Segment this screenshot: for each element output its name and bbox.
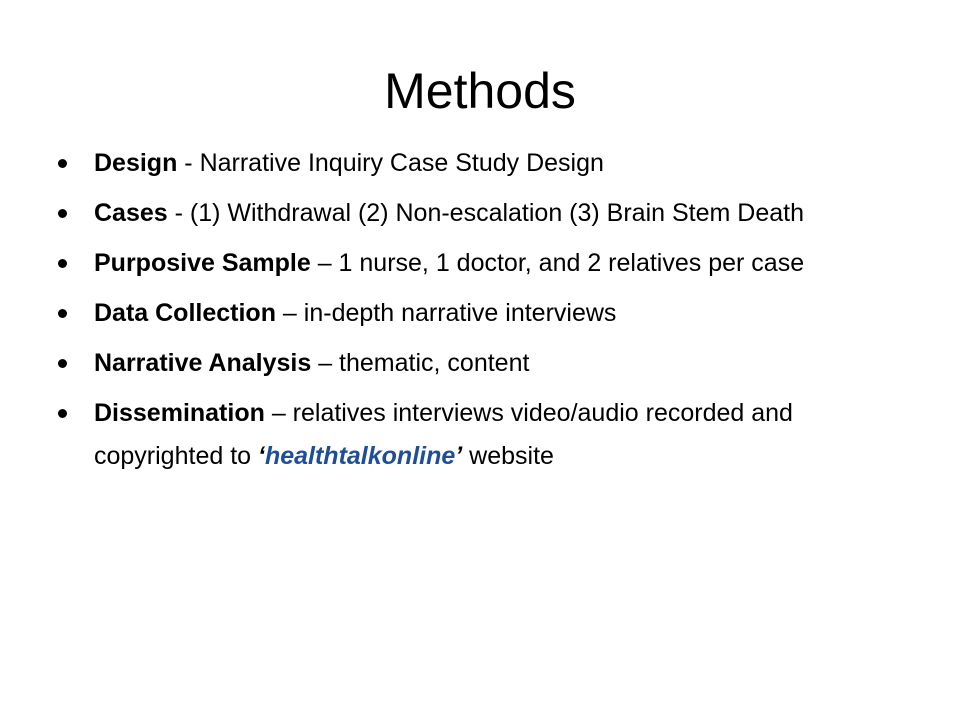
- slide-title: Methods: [384, 63, 576, 119]
- bullet-lead: Dissemination: [94, 399, 265, 427]
- bullet-dot-icon: [58, 409, 67, 418]
- bullet-list: [58, 142, 858, 478]
- bullet-dot-icon: [58, 209, 67, 218]
- bullet-text: - Narrative Inquiry Case Study Design: [177, 149, 604, 177]
- bullet-lead: Purposive Sample: [94, 249, 311, 277]
- bullet-lead: Data Collection: [94, 299, 276, 327]
- bullet-tail-text: website: [462, 442, 554, 470]
- bullet-dot-icon: [58, 309, 67, 318]
- bullet-lead: Narrative Analysis: [94, 349, 312, 377]
- bullet-dot-icon: [58, 159, 67, 168]
- bullet-text: – 1 nurse, 1 doctor, and 2 relatives per case: [310, 249, 805, 277]
- bullet-text: – in-depth narrative interviews: [275, 299, 617, 327]
- bullet-dissemination: [58, 392, 858, 478]
- bullet-purposive-sample: [58, 242, 858, 285]
- bullet-data-collection: [58, 292, 858, 335]
- website-name-link[interactable]: healthtalkonline: [264, 442, 456, 470]
- bullet-lead: Design: [94, 149, 178, 177]
- quote-close: ’: [455, 442, 463, 470]
- bullet-text: – relatives interviews video/audio recorded and copyrighted to: [94, 399, 793, 470]
- bullet-dot-icon: [58, 259, 67, 268]
- bullet-narrative-analysis: [58, 342, 858, 385]
- bullet-text: – thematic, content: [311, 349, 530, 377]
- bullet-cases: [58, 192, 858, 235]
- quote-open: ‘: [258, 442, 265, 470]
- bullet-lead: Cases: [94, 199, 168, 227]
- bullet-design: [58, 142, 858, 185]
- bullet-dot-icon: [58, 359, 67, 368]
- bullet-text: - (1) Withdrawal (2) Non-escalation (3) Brain Stem Death: [167, 199, 804, 227]
